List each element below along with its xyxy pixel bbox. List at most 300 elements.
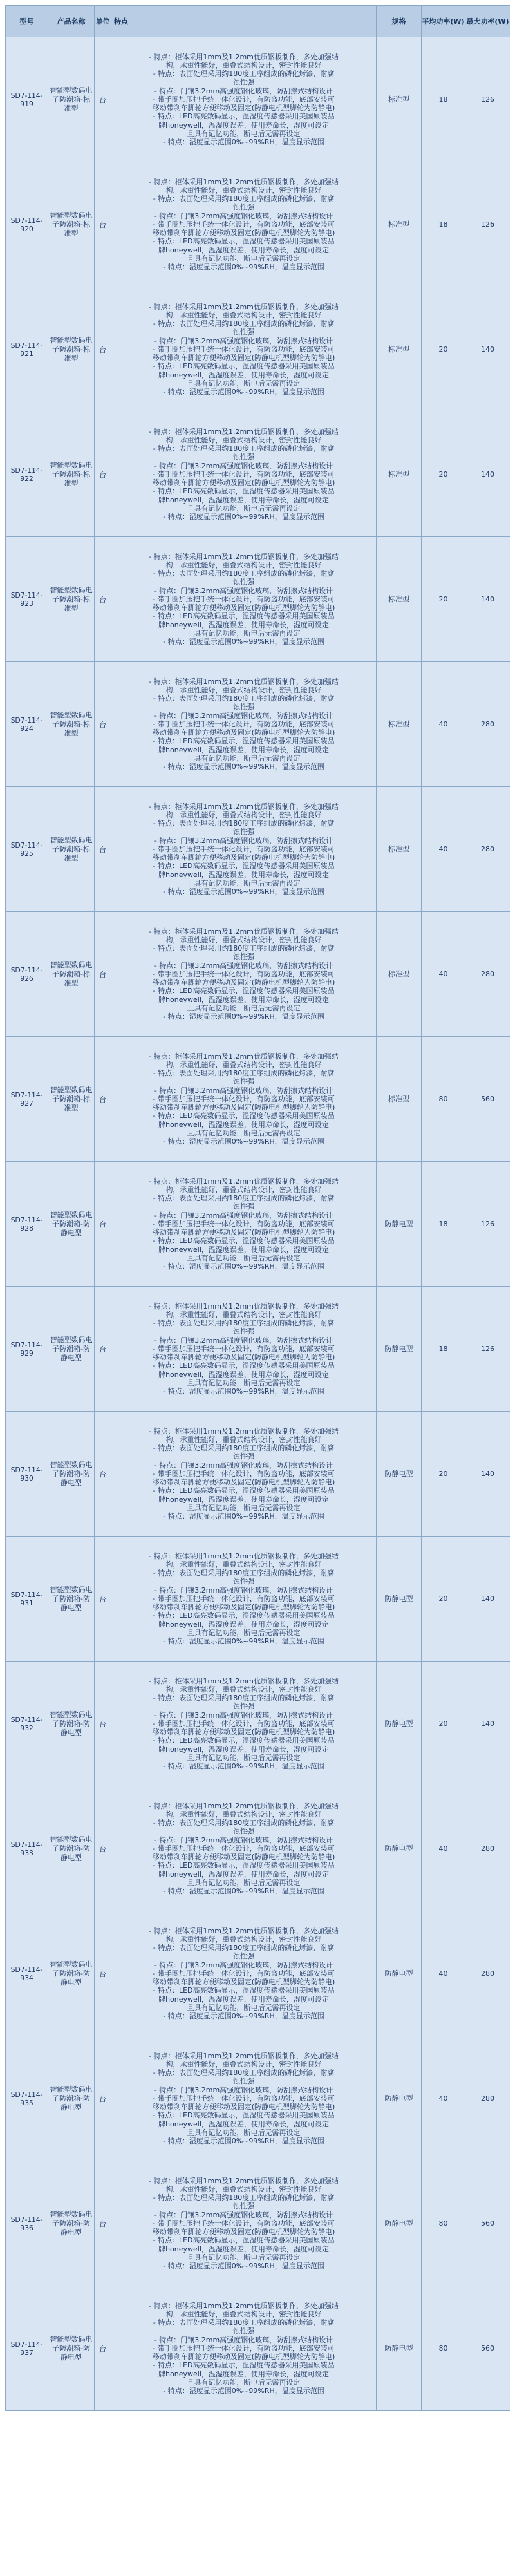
feature-line: 且具有记忆功能，断电后无需再设定: [187, 878, 301, 887]
table-row: [6, 662, 510, 787]
unit-cell: 台: [95, 1287, 111, 1412]
feature-line: - 带手圈加压把手统一体化设计，有防盗功能，底部安装可: [153, 1594, 335, 1603]
avg-power-cell: 20: [422, 412, 465, 537]
product-name-cell: 智能型数码电子防潮箱-防静电型: [48, 1662, 95, 1786]
spec-cell: 防静电型: [377, 2161, 422, 2286]
max-power-cell: 126: [465, 37, 510, 162]
table-row: [6, 1287, 510, 1412]
table-row: [6, 787, 510, 912]
feature-line: - 带手圈加压把手统一体化设计，有防盗功能，底部安装可: [153, 1719, 335, 1728]
max-power-cell: 560: [465, 2161, 510, 2286]
feature-line: - 特点：表面处理采用约180度工序组成的磷化烤漆，耐腐: [153, 1569, 335, 1578]
feature-line: - 特点：门镶3.2mm高强度钢化玻璃，防刮擦式结构设计: [154, 461, 333, 470]
feature-line: 牌honeywell，温湿度误差，使用寿命长，湿度可设定: [158, 1120, 329, 1129]
feature-line: - 特点：湿度显示范围0%~99%RH，温度显示范围: [163, 2011, 324, 2020]
features-cell: [111, 662, 377, 787]
model-cell: SD7-114-935: [6, 2036, 48, 2161]
spec-cell: 标准型: [377, 537, 422, 662]
feature-line: - 带手圈加压把手统一体化设计，有防盗功能，底部安装可: [153, 1844, 335, 1853]
feature-line: 移动带刹车脚轮方便移动及固定(防静电机型脚轮为防静电): [152, 603, 335, 612]
table-row: [6, 412, 510, 537]
feature-line: 且具有记忆功能，断电后无需再设定: [187, 379, 301, 388]
feature-line: 构，承重性能好，重叠式结构设计，密封性能良好: [165, 1311, 322, 1320]
feature-line: - 特点：柜体采用1mm及1.2mm优质钢板制作，多处加强结: [149, 1426, 339, 1435]
spec-cell: 标准型: [377, 162, 422, 287]
spec-cell: 标准型: [377, 787, 422, 912]
table-row: [6, 1911, 510, 2036]
max-power-cell: 280: [465, 1786, 510, 1911]
max-power-cell: 140: [465, 412, 510, 537]
feature-line: - 特点：表面处理采用约180度工序组成的磷化烤漆，耐腐: [153, 1444, 335, 1453]
feature-line: 移动带刹车脚轮方便移动及固定(防静电机型脚轮为防静电): [152, 1978, 335, 1987]
feature-line: - 特点：LED高亮数码显示，温湿度传感器采用美国原装品: [153, 1112, 335, 1121]
feature-line: - 特点：门镶3.2mm高强度钢化玻璃，防刮擦式结构设计: [154, 1461, 333, 1470]
feature-line: - 特点：湿度显示范围0%~99%RH，温度显示范围: [163, 1137, 324, 1146]
feature-line: 蚀性强: [233, 1952, 254, 1961]
feature-line: 移动带刹车脚轮方便移动及固定(防静电机型脚轮为防静电): [152, 2228, 335, 2237]
features-cell: [111, 1786, 377, 1911]
feature-line: - 特点：门镶3.2mm高强度钢化玻璃，防刮擦式结构设计: [154, 2085, 333, 2094]
feature-line: 构，承重性能好，重叠式结构设计，密封性能良好: [165, 811, 322, 820]
feature-line: 且具有记忆功能，断电后无需再设定: [187, 2003, 301, 2012]
max-power-cell: 140: [465, 1537, 510, 1662]
product-name-cell: 智能型数码电子防潮箱-标准型: [48, 37, 95, 162]
feature-line: - 特点：门镶3.2mm高强度钢化玻璃，防刮擦式结构设计: [154, 1835, 333, 1844]
feature-line: 构，承重性能好，重叠式结构设计，密封性能良好: [165, 186, 322, 195]
feature-line: - 特点：柜体采用1mm及1.2mm优质钢板制作，多处加强结: [149, 1177, 339, 1186]
feature-line: - 特点：门镶3.2mm高强度钢化玻璃，防刮擦式结构设计: [154, 2335, 333, 2344]
feature-line: - 带手圈加压把手统一体化设计，有防盗功能，底部安装可: [153, 1344, 335, 1353]
feature-line: 蚀性强: [233, 78, 254, 87]
feature-line: 牌honeywell，温湿度误差，使用寿命长，湿度可设定: [158, 620, 329, 629]
feature-line: - 特点：湿度显示范围0%~99%RH，温度显示范围: [163, 2386, 324, 2395]
feature-line: - 特点：湿度显示范围0%~99%RH，温度显示范围: [163, 1761, 324, 1770]
unit-cell: 台: [95, 912, 111, 1037]
feature-line: - 特点：表面处理采用约180度工序组成的磷化烤漆，耐腐: [153, 1694, 335, 1703]
table-row: [6, 1412, 510, 1537]
product-name-cell: 智能型数码电子防潮箱-标准型: [48, 537, 95, 662]
model-cell: SD7-114-930: [6, 1412, 48, 1537]
feature-line: 牌honeywell，温湿度误差，使用寿命长，湿度可设定: [158, 995, 329, 1004]
avg-power-cell: 18: [422, 37, 465, 162]
feature-line: 蚀性强: [233, 1202, 254, 1211]
feature-line: - 带手圈加压把手统一体化设计，有防盗功能，底部安装可: [153, 469, 335, 478]
feature-line: 构，承重性能好，重叠式结构设计，密封性能良好: [165, 61, 322, 70]
features-cell: [111, 1037, 377, 1162]
feature-line: 构，承重性能好，重叠式结构设计，密封性能良好: [165, 2185, 322, 2194]
spec-cell: 防静电型: [377, 2286, 422, 2411]
feature-line: - 特点：LED高亮数码显示，温湿度传感器采用美国原装品: [153, 1986, 335, 1995]
feature-line: 构，承重性能好，重叠式结构设计，密封性能良好: [165, 561, 322, 570]
unit-cell: 台: [95, 2036, 111, 2161]
table-row: [6, 1537, 510, 1662]
feature-line: - 带手圈加压把手统一体化设计，有防盗功能，底部安装可: [153, 1094, 335, 1103]
feature-line: - 特点：表面处理采用约180度工序组成的磷化烤漆，耐腐: [153, 319, 335, 328]
feature-line: 蚀性强: [233, 453, 254, 462]
feature-line: - 特点：门镶3.2mm高强度钢化玻璃，防刮擦式结构设计: [154, 961, 333, 970]
feature-line: 牌honeywell，温湿度误差，使用寿命长，湿度可设定: [158, 2244, 329, 2253]
unit-cell: 台: [95, 2286, 111, 2411]
feature-line: - 特点：湿度显示范围0%~99%RH，温度显示范围: [163, 1636, 324, 1645]
feature-line: 构，承重性能好，重叠式结构设计，密封性能良好: [165, 1061, 322, 1070]
feature-line: 构，承重性能好，重叠式结构设计，密封性能良好: [165, 1435, 322, 1444]
header-avg-power: 平均功率(W): [422, 6, 465, 37]
feature-line: 牌honeywell，温湿度误差，使用寿命长，湿度可设定: [158, 370, 329, 379]
product-name-cell: 智能型数码电子防潮箱-标准型: [48, 1037, 95, 1162]
header-unit: 单位: [95, 6, 111, 37]
product-spec-table: [5, 5, 510, 2411]
feature-line: - 特点：柜体采用1mm及1.2mm优质钢板制作，多处加强结: [149, 1551, 339, 1560]
feature-line: 移动带刹车脚轮方便移动及固定(防静电机型脚轮为防静电): [152, 978, 335, 987]
product-name-cell: 智能型数码电子防潮箱-标准型: [48, 412, 95, 537]
max-power-cell: 560: [465, 1037, 510, 1162]
feature-line: 蚀性强: [233, 328, 254, 337]
feature-line: - 特点：表面处理采用约180度工序组成的磷化烤漆，耐腐: [153, 1819, 335, 1828]
spec-cell: 标准型: [377, 412, 422, 537]
avg-power-cell: 40: [422, 1786, 465, 1911]
feature-line: - 特点：表面处理采用约180度工序组成的磷化烤漆，耐腐: [153, 819, 335, 828]
feature-line: 牌honeywell，温湿度误差，使用寿命长，湿度可设定: [158, 1245, 329, 1254]
features-cell: [111, 37, 377, 162]
product-name-cell: 智能型数码电子防潮箱-防静电型: [48, 2161, 95, 2286]
table-row: [6, 1662, 510, 1786]
max-power-cell: 280: [465, 787, 510, 912]
features-cell: [111, 1537, 377, 1662]
feature-line: - 特点：LED高亮数码显示，温湿度传感器采用美国原装品: [153, 862, 335, 871]
feature-line: 牌honeywell，温湿度误差，使用寿命长，湿度可设定: [158, 1745, 329, 1754]
feature-line: - 带手圈加压把手统一体化设计，有防盗功能，底部安装可: [153, 844, 335, 853]
model-cell: SD7-114-931: [6, 1537, 48, 1662]
feature-line: 且具有记忆功能，断电后无需再设定: [187, 1128, 301, 1137]
feature-line: 蚀性强: [233, 1702, 254, 1711]
table-row: [6, 2286, 510, 2411]
feature-line: 移动带刹车脚轮方便移动及固定(防静电机型脚轮为防静电): [152, 229, 335, 238]
model-cell: SD7-114-924: [6, 662, 48, 787]
feature-line: - 特点：表面处理采用约180度工序组成的磷化烤漆，耐腐: [153, 70, 335, 79]
feature-line: 牌honeywell，温湿度误差，使用寿命长，湿度可设定: [158, 1495, 329, 1504]
feature-line: 构，承重性能好，重叠式结构设计，密封性能良好: [165, 436, 322, 445]
feature-line: 移动带刹车脚轮方便移动及固定(防静电机型脚轮为防静电): [152, 478, 335, 488]
max-power-cell: 126: [465, 1287, 510, 1412]
feature-line: 蚀性强: [233, 952, 254, 961]
feature-line: 蚀性强: [233, 1452, 254, 1461]
feature-line: 移动带刹车脚轮方便移动及固定(防静电机型脚轮为防静电): [152, 853, 335, 862]
feature-line: 移动带刹车脚轮方便移动及固定(防静电机型脚轮为防静电): [152, 1228, 335, 1237]
feature-line: - 特点：柜体采用1mm及1.2mm优质钢板制作，多处加强结: [149, 427, 339, 436]
max-power-cell: 140: [465, 537, 510, 662]
max-power-cell: 560: [465, 2286, 510, 2411]
table-row: [6, 1786, 510, 1911]
product-name-cell: 智能型数码电子防潮箱-标准型: [48, 662, 95, 787]
product-name-cell: 智能型数码电子防潮箱-防静电型: [48, 1412, 95, 1537]
feature-line: 牌honeywell，温湿度误差，使用寿命长，湿度可设定: [158, 745, 329, 754]
feature-line: 且具有记忆功能，断电后无需再设定: [187, 1378, 301, 1387]
feature-line: 移动带刹车脚轮方便移动及固定(防静电机型脚轮为防静电): [152, 2353, 335, 2362]
avg-power-cell: 20: [422, 537, 465, 662]
feature-line: 移动带刹车脚轮方便移动及固定(防静电机型脚轮为防静电): [152, 1478, 335, 1487]
spec-cell: 防静电型: [377, 1786, 422, 1911]
feature-line: - 带手圈加压把手统一体化设计，有防盗功能，底部安装可: [153, 1469, 335, 1478]
unit-cell: 台: [95, 37, 111, 162]
avg-power-cell: 40: [422, 912, 465, 1037]
model-cell: SD7-114-928: [6, 1162, 48, 1287]
feature-line: - 特点：湿度显示范围0%~99%RH，温度显示范围: [163, 1886, 324, 1895]
feature-line: - 特点：表面处理采用约180度工序组成的磷化烤漆，耐腐: [153, 1069, 335, 1078]
features-cell: [111, 1287, 377, 1412]
feature-line: 蚀性强: [233, 2202, 254, 2211]
feature-line: - 带手圈加压把手统一体化设计，有防盗功能，底部安装可: [153, 1969, 335, 1978]
feature-line: - 特点：柜体采用1mm及1.2mm优质钢板制作，多处加强结: [149, 1302, 339, 1311]
feature-line: - 带手圈加压把手统一体化设计，有防盗功能，底部安装可: [153, 95, 335, 104]
feature-line: - 特点：柜体采用1mm及1.2mm优质钢板制作，多处加强结: [149, 177, 339, 186]
feature-line: - 特点：柜体采用1mm及1.2mm优质钢板制作，多处加强结: [149, 802, 339, 811]
model-cell: SD7-114-922: [6, 412, 48, 537]
feature-line: - 特点：湿度显示范围0%~99%RH，温度显示范围: [163, 1012, 324, 1021]
feature-line: - 带手圈加压把手统一体化设计，有防盗功能，底部安装可: [153, 220, 335, 229]
feature-line: 移动带刹车脚轮方便移动及固定(防静电机型脚轮为防静电): [152, 1353, 335, 1362]
feature-line: 构，承重性能好，重叠式结构设计，密封性能良好: [165, 1186, 322, 1195]
table-row: [6, 537, 510, 662]
avg-power-cell: 40: [422, 1911, 465, 2036]
feature-line: 移动带刹车脚轮方便移动及固定(防静电机型脚轮为防静电): [152, 1103, 335, 1112]
feature-line: 构，承重性能好，重叠式结构设计，密封性能良好: [165, 2310, 322, 2319]
avg-power-cell: 20: [422, 1537, 465, 1662]
max-power-cell: 280: [465, 662, 510, 787]
feature-line: - 特点：门镶3.2mm高强度钢化玻璃，防刮擦式结构设计: [154, 211, 333, 220]
feature-line: 且具有记忆功能，断电后无需再设定: [187, 1628, 301, 1637]
feature-line: 蚀性强: [233, 2077, 254, 2086]
features-cell: [111, 412, 377, 537]
feature-line: - 特点：柜体采用1mm及1.2mm优质钢板制作，多处加强结: [149, 2301, 339, 2310]
feature-line: - 特点：表面处理采用约180度工序组成的磷化烤漆，耐腐: [153, 1319, 335, 1328]
feature-line: 移动带刹车脚轮方便移动及固定(防静电机型脚轮为防静电): [152, 354, 335, 363]
spec-cell: 防静电型: [377, 1412, 422, 1537]
feature-line: - 特点：LED高亮数码显示，温湿度传感器采用美国原装品: [153, 1236, 335, 1245]
feature-line: - 特点：LED高亮数码显示，温湿度传感器采用美国原装品: [153, 1736, 335, 1745]
feature-line: - 特点：LED高亮数码显示，温湿度传感器采用美国原装品: [153, 612, 335, 621]
feature-line: - 特点：门镶3.2mm高强度钢化玻璃，防刮擦式结构设计: [154, 586, 333, 595]
feature-line: - 特点：湿度显示范围0%~99%RH，温度显示范围: [163, 887, 324, 896]
feature-line: - 特点：门镶3.2mm高强度钢化玻璃，防刮擦式结构设计: [154, 1710, 333, 1719]
feature-line: 且具有记忆功能，断电后无需再设定: [187, 1878, 301, 1887]
table-row: [6, 287, 510, 412]
feature-line: - 特点：门镶3.2mm高强度钢化玻璃，防刮擦式结构设计: [154, 2210, 333, 2219]
feature-line: 构，承重性能好，重叠式结构设计，密封性能良好: [165, 311, 322, 320]
features-cell: [111, 1412, 377, 1537]
feature-line: 且具有记忆功能，断电后无需再设定: [187, 1753, 301, 1762]
max-power-cell: 140: [465, 1412, 510, 1537]
feature-line: - 特点：柜体采用1mm及1.2mm优质钢板制作，多处加强结: [149, 552, 339, 561]
feature-line: - 特点：湿度显示范围0%~99%RH，温度显示范围: [163, 262, 324, 271]
feature-line: - 特点：柜体采用1mm及1.2mm优质钢板制作，多处加强结: [149, 677, 339, 686]
feature-line: - 特点：LED高亮数码显示，温湿度传感器采用美国原装品: [153, 112, 335, 121]
feature-line: - 特点：柜体采用1mm及1.2mm优质钢板制作，多处加强结: [149, 1801, 339, 1810]
feature-line: - 特点：LED高亮数码显示，温湿度传感器采用美国原装品: [153, 2361, 335, 2370]
feature-line: - 特点：LED高亮数码显示，温湿度传感器采用美国原装品: [153, 737, 335, 746]
spec-cell: 标准型: [377, 287, 422, 412]
feature-line: 构，承重性能好，重叠式结构设计，密封性能良好: [165, 2060, 322, 2069]
unit-cell: 台: [95, 537, 111, 662]
max-power-cell: 280: [465, 2036, 510, 2161]
header-row: [6, 6, 510, 37]
feature-line: - 特点：LED高亮数码显示，温湿度传感器采用美国原装品: [153, 487, 335, 496]
feature-line: - 特点：表面处理采用约180度工序组成的磷化烤漆，耐腐: [153, 194, 335, 204]
avg-power-cell: 18: [422, 162, 465, 287]
features-cell: [111, 1162, 377, 1287]
unit-cell: 台: [95, 1911, 111, 2036]
unit-cell: 台: [95, 1537, 111, 1662]
feature-line: - 带手圈加压把手统一体化设计，有防盗功能，底部安装可: [153, 719, 335, 728]
feature-line: 牌honeywell，温湿度误差，使用寿命长，湿度可设定: [158, 120, 329, 129]
model-cell: SD7-114-936: [6, 2161, 48, 2286]
feature-line: 构，承重性能好，重叠式结构设计，密封性能良好: [165, 936, 322, 945]
feature-line: - 特点：表面处理采用约180度工序组成的磷化烤漆，耐腐: [153, 1194, 335, 1203]
product-name-cell: 智能型数码电子防潮箱-防静电型: [48, 1162, 95, 1287]
header-product-name: 产品名称: [48, 6, 95, 37]
feature-line: - 特点：表面处理采用约180度工序组成的磷化烤漆，耐腐: [153, 2069, 335, 2078]
avg-power-cell: 40: [422, 662, 465, 787]
feature-line: 牌honeywell，温湿度误差，使用寿命长，湿度可设定: [158, 870, 329, 879]
feature-line: 构，承重性能好，重叠式结构设计，密封性能良好: [165, 1560, 322, 1569]
max-power-cell: 140: [465, 1662, 510, 1786]
spec-cell: 防静电型: [377, 1662, 422, 1786]
spec-cell: 标准型: [377, 912, 422, 1037]
feature-line: - 特点：表面处理采用约180度工序组成的磷化烤漆，耐腐: [153, 694, 335, 703]
spec-cell: 标准型: [377, 1037, 422, 1162]
product-name-cell: 智能型数码电子防潮箱-标准型: [48, 912, 95, 1037]
model-cell: SD7-114-921: [6, 287, 48, 412]
features-cell: [111, 2286, 377, 2411]
feature-line: - 带手圈加压把手统一体化设计，有防盗功能，底部安装可: [153, 1219, 335, 1228]
feature-line: - 特点：湿度显示范围0%~99%RH，温度显示范围: [163, 512, 324, 521]
table-row: [6, 2036, 510, 2161]
feature-line: 蚀性强: [233, 203, 254, 212]
feature-line: - 特点：湿度显示范围0%~99%RH，温度显示范围: [163, 1387, 324, 1396]
feature-line: - 特点：门镶3.2mm高强度钢化玻璃，防刮擦式结构设计: [154, 1336, 333, 1345]
model-cell: SD7-114-937: [6, 2286, 48, 2411]
feature-line: - 特点：门镶3.2mm高强度钢化玻璃，防刮擦式结构设计: [154, 1960, 333, 1969]
feature-line: 牌honeywell，温湿度误差，使用寿命长，湿度可设定: [158, 1994, 329, 2003]
feature-line: - 带手圈加压把手统一体化设计，有防盗功能，底部安装可: [153, 345, 335, 354]
avg-power-cell: 20: [422, 1412, 465, 1537]
table-row: [6, 162, 510, 287]
feature-line: - 特点：表面处理采用约180度工序组成的磷化烤漆，耐腐: [153, 2193, 335, 2202]
feature-line: - 特点：湿度显示范围0%~99%RH，温度显示范围: [163, 137, 324, 146]
feature-line: - 特点：表面处理采用约180度工序组成的磷化烤漆，耐腐: [153, 944, 335, 953]
product-name-cell: 智能型数码电子防潮箱-防静电型: [48, 2036, 95, 2161]
product-name-cell: 智能型数码电子防潮箱-标准型: [48, 787, 95, 912]
header-features: 特点: [111, 6, 377, 37]
unit-cell: 台: [95, 412, 111, 537]
feature-line: 牌honeywell，温湿度误差，使用寿命长，湿度可设定: [158, 1870, 329, 1879]
max-power-cell: 140: [465, 287, 510, 412]
avg-power-cell: 20: [422, 287, 465, 412]
unit-cell: 台: [95, 287, 111, 412]
feature-line: - 带手圈加压把手统一体化设计，有防盗功能，底部安装可: [153, 594, 335, 603]
spec-cell: 标准型: [377, 662, 422, 787]
feature-line: - 特点：表面处理采用约180度工序组成的磷化烤漆，耐腐: [153, 444, 335, 453]
feature-line: 且具有记忆功能，断电后无需再设定: [187, 2378, 301, 2387]
feature-line: - 特点：柜体采用1mm及1.2mm优质钢板制作，多处加强结: [149, 1676, 339, 1685]
feature-line: - 特点：柜体采用1mm及1.2mm优质钢板制作，多处加强结: [149, 52, 339, 61]
feature-line: 移动带刹车脚轮方便移动及固定(防静电机型脚轮为防静电): [152, 1728, 335, 1737]
feature-line: - 特点：门镶3.2mm高强度钢化玻璃，防刮擦式结构设计: [154, 711, 333, 720]
feature-line: 移动带刹车脚轮方便移动及固定(防静电机型脚轮为防静电): [152, 104, 335, 113]
feature-line: - 特点：湿度显示范围0%~99%RH，温度显示范围: [163, 637, 324, 646]
features-cell: [111, 1911, 377, 2036]
feature-line: - 特点：门镶3.2mm高强度钢化玻璃，防刮擦式结构设计: [154, 1086, 333, 1095]
feature-line: 构，承重性能好，重叠式结构设计，密封性能良好: [165, 686, 322, 695]
feature-line: 移动带刹车脚轮方便移动及固定(防静电机型脚轮为防静电): [152, 1603, 335, 1612]
feature-line: - 特点：湿度显示范围0%~99%RH，温度显示范围: [163, 387, 324, 396]
avg-power-cell: 80: [422, 2286, 465, 2411]
spec-cell: 防静电型: [377, 1537, 422, 1662]
avg-power-cell: 40: [422, 787, 465, 912]
feature-line: 移动带刹车脚轮方便移动及固定(防静电机型脚轮为防静电): [152, 728, 335, 737]
product-name-cell: 智能型数码电子防潮箱-防静电型: [48, 1537, 95, 1662]
product-name-cell: 智能型数码电子防潮箱-防静电型: [48, 2286, 95, 2411]
feature-line: - 特点：湿度显示范围0%~99%RH，温度显示范围: [163, 2261, 324, 2270]
feature-line: 构，承重性能好，重叠式结构设计，密封性能良好: [165, 1810, 322, 1819]
feature-line: - 特点：LED高亮数码显示，温湿度传感器采用美国原装品: [153, 362, 335, 371]
feature-line: 且具有记忆功能，断电后无需再设定: [187, 1003, 301, 1012]
feature-line: - 带手圈加压把手统一体化设计，有防盗功能，底部安装可: [153, 969, 335, 978]
product-name-cell: 智能型数码电子防潮箱-防静电型: [48, 1911, 95, 2036]
feature-line: 牌honeywell，温湿度误差，使用寿命长，湿度可设定: [158, 495, 329, 504]
feature-line: 蚀性强: [233, 828, 254, 837]
avg-power-cell: 20: [422, 1662, 465, 1786]
feature-line: - 特点：LED高亮数码显示，温湿度传感器采用美国原装品: [153, 2236, 335, 2245]
feature-line: 且具有记忆功能，断电后无需再设定: [187, 1503, 301, 1512]
model-cell: SD7-114-929: [6, 1287, 48, 1412]
feature-line: - 特点：表面处理采用约180度工序组成的磷化烤漆，耐腐: [153, 2318, 335, 2327]
feature-line: - 带手圈加压把手统一体化设计，有防盗功能，底部安装可: [153, 2094, 335, 2103]
table-row: [6, 2161, 510, 2286]
feature-line: - 带手圈加压把手统一体化设计，有防盗功能，底部安装可: [153, 2219, 335, 2228]
feature-line: - 特点：表面处理采用约180度工序组成的磷化烤漆，耐腐: [153, 569, 335, 578]
unit-cell: 台: [95, 162, 111, 287]
spec-cell: 防静电型: [377, 1162, 422, 1287]
product-name-cell: 智能型数码电子防潮箱-标准型: [48, 287, 95, 412]
feature-line: - 特点：LED高亮数码显示，温湿度传感器采用美国原装品: [153, 987, 335, 996]
feature-line: - 特点：门镶3.2mm高强度钢化玻璃，防刮擦式结构设计: [154, 836, 333, 845]
header-max-power: 最大功率(W): [465, 6, 510, 37]
feature-line: - 特点：柜体采用1mm及1.2mm优质钢板制作，多处加强结: [149, 1926, 339, 1935]
max-power-cell: 126: [465, 1162, 510, 1287]
feature-line: - 特点：门镶3.2mm高强度钢化玻璃，防刮擦式结构设计: [154, 1211, 333, 1220]
product-name-cell: 智能型数码电子防潮箱-防静电型: [48, 1786, 95, 1911]
avg-power-cell: 40: [422, 2036, 465, 2161]
feature-line: 移动带刹车脚轮方便移动及固定(防静电机型脚轮为防静电): [152, 1853, 335, 1862]
features-cell: [111, 2161, 377, 2286]
product-name-cell: 智能型数码电子防潮箱-标准型: [48, 162, 95, 287]
spec-cell: 防静电型: [377, 2036, 422, 2161]
feature-line: 且具有记忆功能，断电后无需再设定: [187, 254, 301, 263]
feature-line: - 特点：湿度显示范围0%~99%RH，温度显示范围: [163, 1262, 324, 1271]
spec-cell: 标准型: [377, 37, 422, 162]
feature-line: 蚀性强: [233, 703, 254, 712]
feature-line: 且具有记忆功能，断电后无需再设定: [187, 753, 301, 762]
feature-line: 牌honeywell，温湿度误差，使用寿命长，湿度可设定: [158, 1620, 329, 1629]
spec-cell: 防静电型: [377, 1287, 422, 1412]
feature-line: - 特点：LED高亮数码显示，温湿度传感器采用美国原装品: [153, 1486, 335, 1495]
model-cell: SD7-114-919: [6, 37, 48, 162]
unit-cell: 台: [95, 1037, 111, 1162]
feature-line: - 特点：湿度显示范围0%~99%RH，温度显示范围: [163, 2136, 324, 2145]
avg-power-cell: 18: [422, 1287, 465, 1412]
model-cell: SD7-114-932: [6, 1662, 48, 1786]
feature-line: - 特点：门镶3.2mm高强度钢化玻璃，防刮擦式结构设计: [154, 86, 333, 95]
